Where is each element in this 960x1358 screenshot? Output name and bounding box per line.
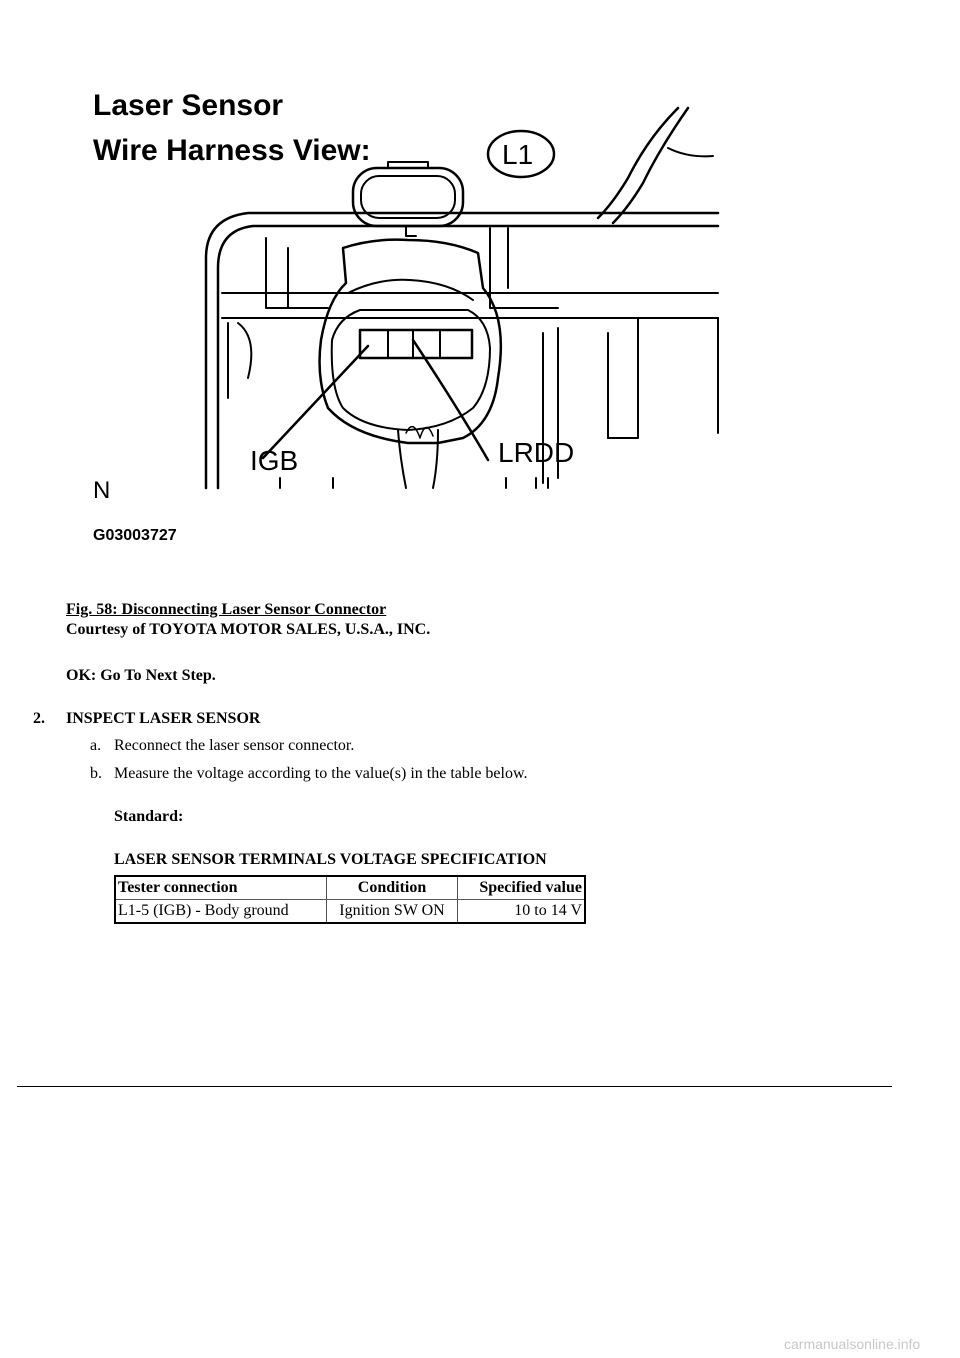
connector-id-label: L1 [502, 139, 534, 170]
figure-caption-title: Fig. 58: Disconnecting Laser Sensor Connector [66, 601, 387, 618]
substep-text: Reconnect the laser sensor connector. [114, 737, 355, 754]
watermark: carmanualsonline.info [784, 1336, 921, 1352]
substep-a [90, 737, 354, 755]
ok-instruction: OK: Go To Next Step. [66, 667, 216, 684]
table-cell: L1-5 (IGB) - Body ground [115, 900, 327, 924]
figure-code: G03003727 [93, 527, 177, 544]
table-row [115, 900, 585, 924]
column-header: Condition [327, 876, 458, 900]
substep-letter: a. [90, 737, 102, 754]
figure-title-line1: Laser Sensor [93, 89, 284, 122]
page-divider [17, 1086, 892, 1087]
column-header: Specified value [458, 876, 586, 900]
figure-caption [66, 600, 430, 640]
table-title: LASER SENSOR TERMINALS VOLTAGE SPECIFICATION [114, 851, 547, 868]
standard-label: Standard: [114, 808, 184, 825]
orientation-mark: N [93, 477, 111, 504]
terminal-label-lrdd: LRDD [498, 437, 575, 468]
step-heading [33, 710, 260, 728]
step-title: INSPECT LASER SENSOR [66, 710, 261, 727]
figure-caption-credit: Courtesy of TOYOTA MOTOR SALES, U.S.A., INC. [66, 621, 431, 638]
connector-figure [88, 78, 728, 548]
substep-letter: b. [90, 765, 102, 782]
figure-title-line2: Wire Harness View: [93, 134, 371, 167]
table-header-row [115, 876, 585, 900]
terminal-label-igb: IGB [250, 445, 299, 476]
table-cell: Ignition SW ON [327, 900, 458, 924]
voltage-spec-table [114, 875, 586, 924]
substep-b [90, 765, 527, 783]
column-header: Tester connection [115, 876, 327, 900]
step-number: 2. [33, 710, 45, 727]
table-cell: 10 to 14 V [458, 900, 586, 924]
substep-text: Measure the voltage according to the value(s) in the table below. [114, 765, 528, 782]
laser-sensor-diagram [88, 78, 728, 548]
